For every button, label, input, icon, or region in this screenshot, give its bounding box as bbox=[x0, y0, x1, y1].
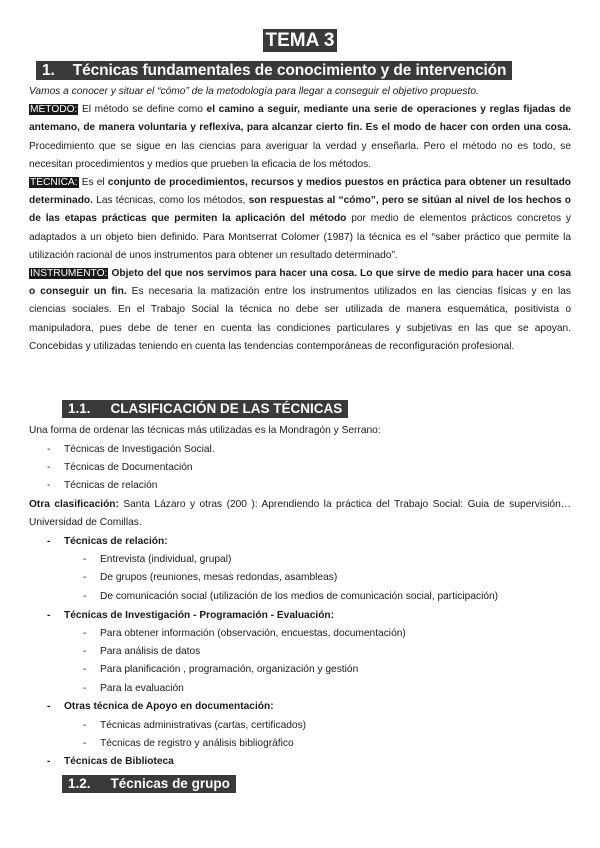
intro-paragraph: Vamos a conocer y situar el “cómo” de la metodología para llegar a conseguir el objetivo propuesto. bbox=[29, 86, 479, 97]
dash-bullet: - bbox=[47, 480, 51, 491]
dash-bullet: - bbox=[83, 628, 87, 639]
dash-bullet: - bbox=[47, 701, 51, 712]
metodo-paragraph: MÉTODO: El método se define como el camino a seguir, mediante una serie de operaciones y reglas fijadas de antemano, de manera voluntaria y reflexiva, para alcanzar cierto fin. Es el modo de hacer con orden una cosa. Procedimiento que se sigue en las ciencias para averiguar la verdad y enseñarla. Pero el método no es todo, se necesitan procedimientos y medios que prueben la eficacia de los métodos. bbox=[29, 104, 572, 170]
otra-clasificacion-paragraph: Otra clasificación: Santa Lázaro y otras (200 ): Aprendiendo la práctica del Trabajo Social: Guia de supervisión… Universidad de Comillas. bbox=[29, 499, 571, 529]
group-title: Técnicas de Biblioteca bbox=[64, 756, 174, 767]
list-item: De comunicación social (utilización de los medios de comunicación social, participación) bbox=[100, 591, 499, 602]
section-1-heading bbox=[36, 61, 512, 80]
list-item: Técnicas de relación bbox=[64, 480, 158, 491]
dash-bullet: - bbox=[47, 610, 51, 621]
list-item: De grupos (reuniones, mesas redondas, asambleas) bbox=[100, 572, 338, 583]
list-item: Técnicas administrativas (cartas, certificados) bbox=[100, 720, 307, 731]
list-item: Entrevista (individual, grupal) bbox=[100, 554, 232, 565]
page-title: TEMA 3 bbox=[0, 29, 600, 52]
dash-bullet: - bbox=[83, 664, 87, 675]
dash-bullet: - bbox=[83, 572, 87, 583]
metodo-tag: MÉTODO: bbox=[30, 104, 78, 116]
instrumento-paragraph: INSTRUMENTO: Objeto del que nos servimos para hacer una cosa. Lo que sirve de medio para hacer una cosa o conseguir un fin. Es necesaria la matización entre los instrumentos utilizados en las ciencias físicas y en las ciencias sociales. En el Trabajo Social la técnica no debe ser utilizada de manera esquemática, positivista o manipuladora, pues debe de tener en cuenta las condiciones particulares y subjetivas en las que se apoyan. Concebidas y utilizadas teniendo en cuenta las tendencias contemporáneas de reconfiguración profesional. bbox=[29, 268, 572, 352]
section-1-1-heading: 1.1. CLASIFICACIÓN DE LAS TÉCNICAS bbox=[62, 400, 348, 418]
section-number: 1. bbox=[42, 62, 55, 79]
group-title: Técnicas de Investigación - Programación - Evaluación: bbox=[64, 610, 335, 621]
group-title: Otras técnica de Apoyo en documentación: bbox=[64, 701, 274, 712]
dash-bullet: - bbox=[83, 646, 87, 657]
dash-bullet: - bbox=[83, 683, 87, 694]
tecnica-tag: TÉCNICA: bbox=[30, 177, 78, 189]
section-title: Técnicas fundamentales de conocimiento y de intervención bbox=[72, 62, 507, 79]
clasif-intro: Una forma de ordenar las técnicas más utilizadas es la Mondragón y Serrano: bbox=[29, 425, 381, 436]
dash-bullet: - bbox=[83, 720, 87, 731]
list-item: Técnicas de Documentación bbox=[64, 462, 193, 473]
dash-bullet: - bbox=[47, 756, 51, 767]
list-item: Para la evaluación bbox=[100, 683, 184, 694]
list-item: Técnicas de Investigación Social. bbox=[64, 444, 215, 455]
tecnica-paragraph: TÉCNICA: Es el conjunto de procedimientos, recursos y medios puestos en práctica para obtener un resultado determinado. Las técnicas, como los métodos, son respuestas al “cómo”, pero se sitúan al nivel de los hechos o de las etapas prácticas que permiten la aplicación del método por medio de elementos prácticos concretos y adaptados a un objeto bien definido. Para Montserrat Colomer (1987) la técnica es el “saber práctico que permite la utilización racional de unos instrumentos para obtener un resultado determinado”. bbox=[29, 177, 572, 261]
group-title: Técnicas de relación: bbox=[64, 536, 168, 547]
dash-bullet: - bbox=[83, 738, 87, 749]
dash-bullet: - bbox=[47, 462, 51, 473]
intro-block bbox=[29, 83, 571, 356]
list-item: Para planificación , programación, organización y gestión bbox=[100, 664, 359, 675]
dash-bullet: - bbox=[47, 444, 51, 455]
list-item: Técnicas de registro y análisis bibliográfico bbox=[100, 738, 294, 749]
list-item: Para obtener información (observación, encuestas, documentación) bbox=[100, 628, 406, 639]
dash-bullet: - bbox=[83, 591, 87, 602]
dash-bullet: - bbox=[83, 554, 87, 565]
section-1-2-heading: 1.2. Técnicas de grupo bbox=[62, 775, 236, 793]
dash-bullet: - bbox=[47, 536, 51, 547]
list-item: Para análisis de datos bbox=[100, 646, 201, 657]
instrumento-tag: INSTRUMENTO: bbox=[30, 268, 108, 280]
